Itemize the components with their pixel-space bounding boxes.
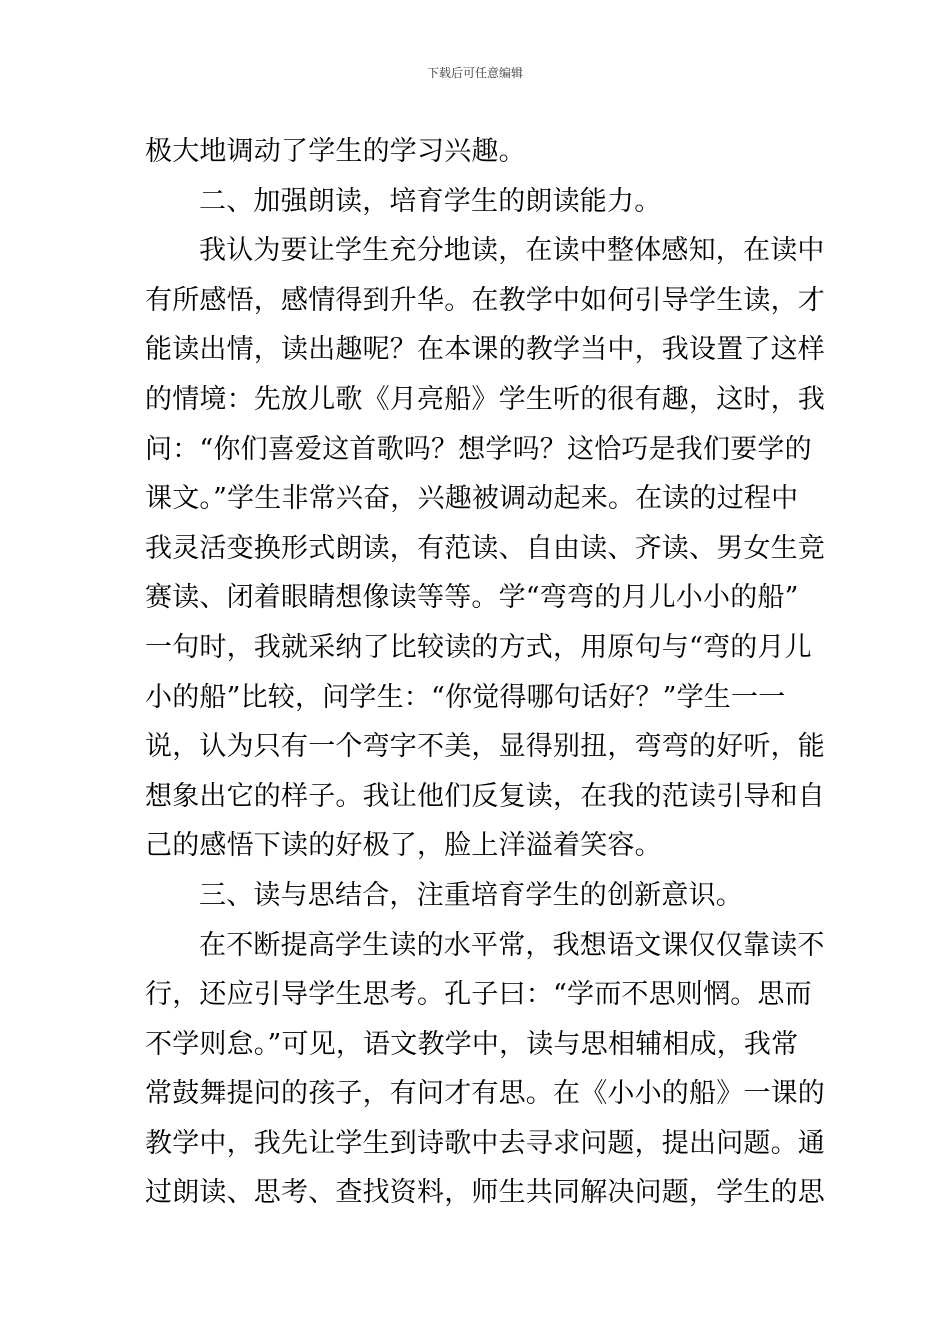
text-line: 想象出它的样子。我让他们反复读，在我的范读引导和自	[145, 780, 825, 812]
text-line: 极大地调动了学生的学习兴趣。	[145, 136, 526, 167]
text-line: 行，还应引导学生思考。孔子曰：“学而不思则惘。思而	[145, 979, 812, 1011]
document-body	[145, 127, 825, 1218]
text-line: 课文。”学生非常兴奋，兴趣被调动起来。在读的过程中	[145, 483, 799, 515]
text-line: 教学中，我先让学生到诗歌中去寻求问题，提出问题。通	[145, 1127, 825, 1159]
text-line: 在不断提高学生读的水平常，我想语文课仅仅靠读不	[199, 929, 825, 961]
text-line: 能读出情，读出趣呢？在本课的教学当中，我设置了这样	[145, 334, 825, 366]
text-line: 我认为要让学生充分地读，在读中整体感知，在读中	[199, 235, 825, 267]
text-line: 不学则怠。”可见，语文教学中，读与思相辅相成，我常	[145, 1028, 799, 1060]
section-heading: 三、读与思结合，注重培育学生的创新意识。	[199, 879, 743, 911]
text-line: 己的感悟下读的好极了，脸上洋溢着笑容。	[145, 830, 662, 862]
text-line: 我灵活变换形式朗读，有范读、自由读、齐读、男女生竞	[145, 532, 825, 564]
text-line: 小的船”比较，问学生：“你觉得哪句话好？”学生一一	[145, 681, 786, 713]
text-line: 赛读、闭着眼睛想像读等等。学“弯弯的月儿小小的船”	[145, 582, 799, 614]
text-line: 过朗读、思考、查找资料，师生共同解决问题，学生的思	[145, 1177, 825, 1209]
text-line: 的情境：先放儿歌《月亮船》学生听的很有趣，这时，我	[145, 383, 825, 415]
text-line: 有所感悟，感情得到升华。在教学中如何引导学生读，才	[145, 284, 825, 316]
text-line: 说，认为只有一个弯字不美，显得别扭，弯弯的好听，能	[145, 731, 825, 763]
page-header: 下载后可任意编辑	[426, 66, 523, 80]
section-heading: 二、加强朗读，培育学生的朗读能力。	[199, 185, 662, 217]
text-line: 问：“你们喜爱这首歌吗？想学吗？这恰巧是我们要学的	[145, 433, 812, 465]
text-line: 一句时，我就采纳了比较读的方式，用原句与“弯的月儿	[145, 631, 812, 663]
text-line: 常鼓舞提问的孩子，有问才有思。在《小小的船》一课的	[145, 1078, 825, 1110]
